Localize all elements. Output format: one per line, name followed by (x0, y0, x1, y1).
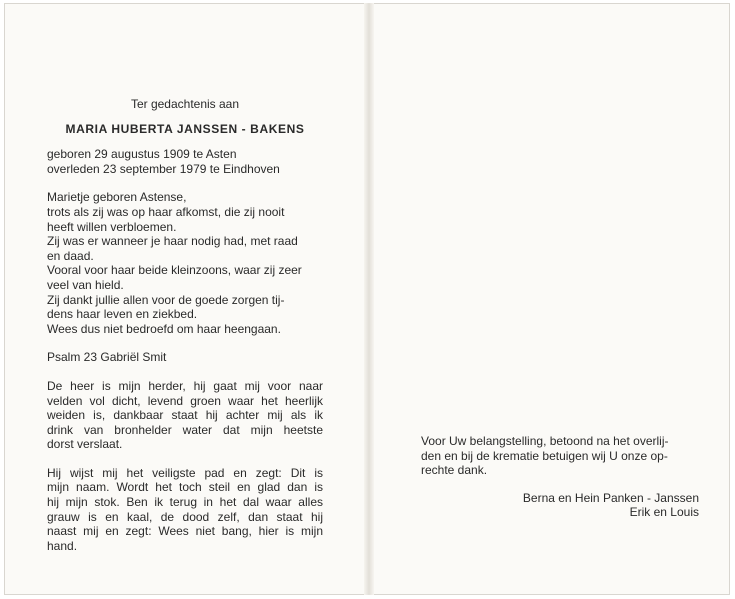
psalm-line: weiden is, dankbaar staat hij achter mij als ik (47, 408, 323, 423)
psalm-line: grauw is en kaal, de dood zelf, dan staat hij (47, 509, 323, 524)
psalm-title: Psalm 23 Gabriël Smit (47, 350, 167, 365)
psalm-line: hand. (47, 538, 78, 553)
thanks-message (421, 434, 699, 478)
psalm-line: hij mijn stok. Ben ik terug in het dal waar alles (47, 495, 323, 510)
psalm-paragraph-1 (47, 379, 323, 452)
intro-line: Ter gedachtenis aan (130, 97, 240, 111)
birth-line: geboren 29 augustus 1909 te Asten (47, 147, 237, 162)
right-page (421, 434, 699, 520)
psalm-line: Hij wijst mij het veiligste pad en zegt: Dit is (47, 465, 323, 480)
life-dates (47, 147, 323, 176)
signature (421, 491, 699, 520)
signature-line-children: Erik en Louis (629, 505, 699, 520)
thanks-line: den en bij de krematie betuigen wij U onze op- (421, 448, 668, 463)
poem-line: trots als zij was op haar afkomst, die zij nooit (47, 204, 285, 219)
thanks-line: rechte dank. (421, 463, 488, 478)
death-line: overleden 23 september 1979 te Eindhoven (47, 161, 280, 176)
poem-line: veel van hield. (47, 277, 124, 292)
poem-line: Zij was er wanneer je haar nodig had, met raad (47, 234, 298, 249)
psalm-line: mijn naam. Wordt het toch steil en glad dan is (47, 480, 323, 495)
card-fold (364, 3, 374, 595)
poem-line: dens haar leven en ziekbed. (47, 307, 198, 322)
psalm-line: drink van bronhelder water dat mijn heetste (47, 422, 323, 437)
poem-line: en daad. (47, 248, 94, 263)
deceased-name: MARIA HUBERTA JANSSEN - BAKENS (65, 121, 305, 136)
poem (47, 190, 323, 336)
left-page (47, 97, 323, 553)
psalm-line: De heer is mijn herder, hij gaat mij voor naar (47, 378, 323, 393)
psalm-line: dorst verslaat. (47, 437, 123, 452)
psalm-line: velden vol dicht, levend groen waar het heerlijk (47, 393, 323, 408)
psalm-paragraph-2 (47, 466, 323, 554)
psalm-line: naast mij en zegt: Wees niet bang, hier is mijn (47, 524, 323, 539)
poem-line: Zij dankt jullie allen voor de goede zorgen tij- (47, 292, 285, 307)
poem-line: Vooral voor haar beide kleinzoons, waar zij zeer (47, 263, 302, 278)
poem-line: heeft willen verbloemen. (47, 219, 177, 234)
poem-line: Marietje geboren Astense, (47, 190, 187, 205)
signature-line-family: Berna en Hein Panken - Janssen (522, 490, 699, 505)
poem-line: Wees dus niet bedroefd om haar heengaan. (47, 321, 281, 336)
thanks-line: Voor Uw belangstelling, betoond na het overlij- (421, 434, 669, 448)
